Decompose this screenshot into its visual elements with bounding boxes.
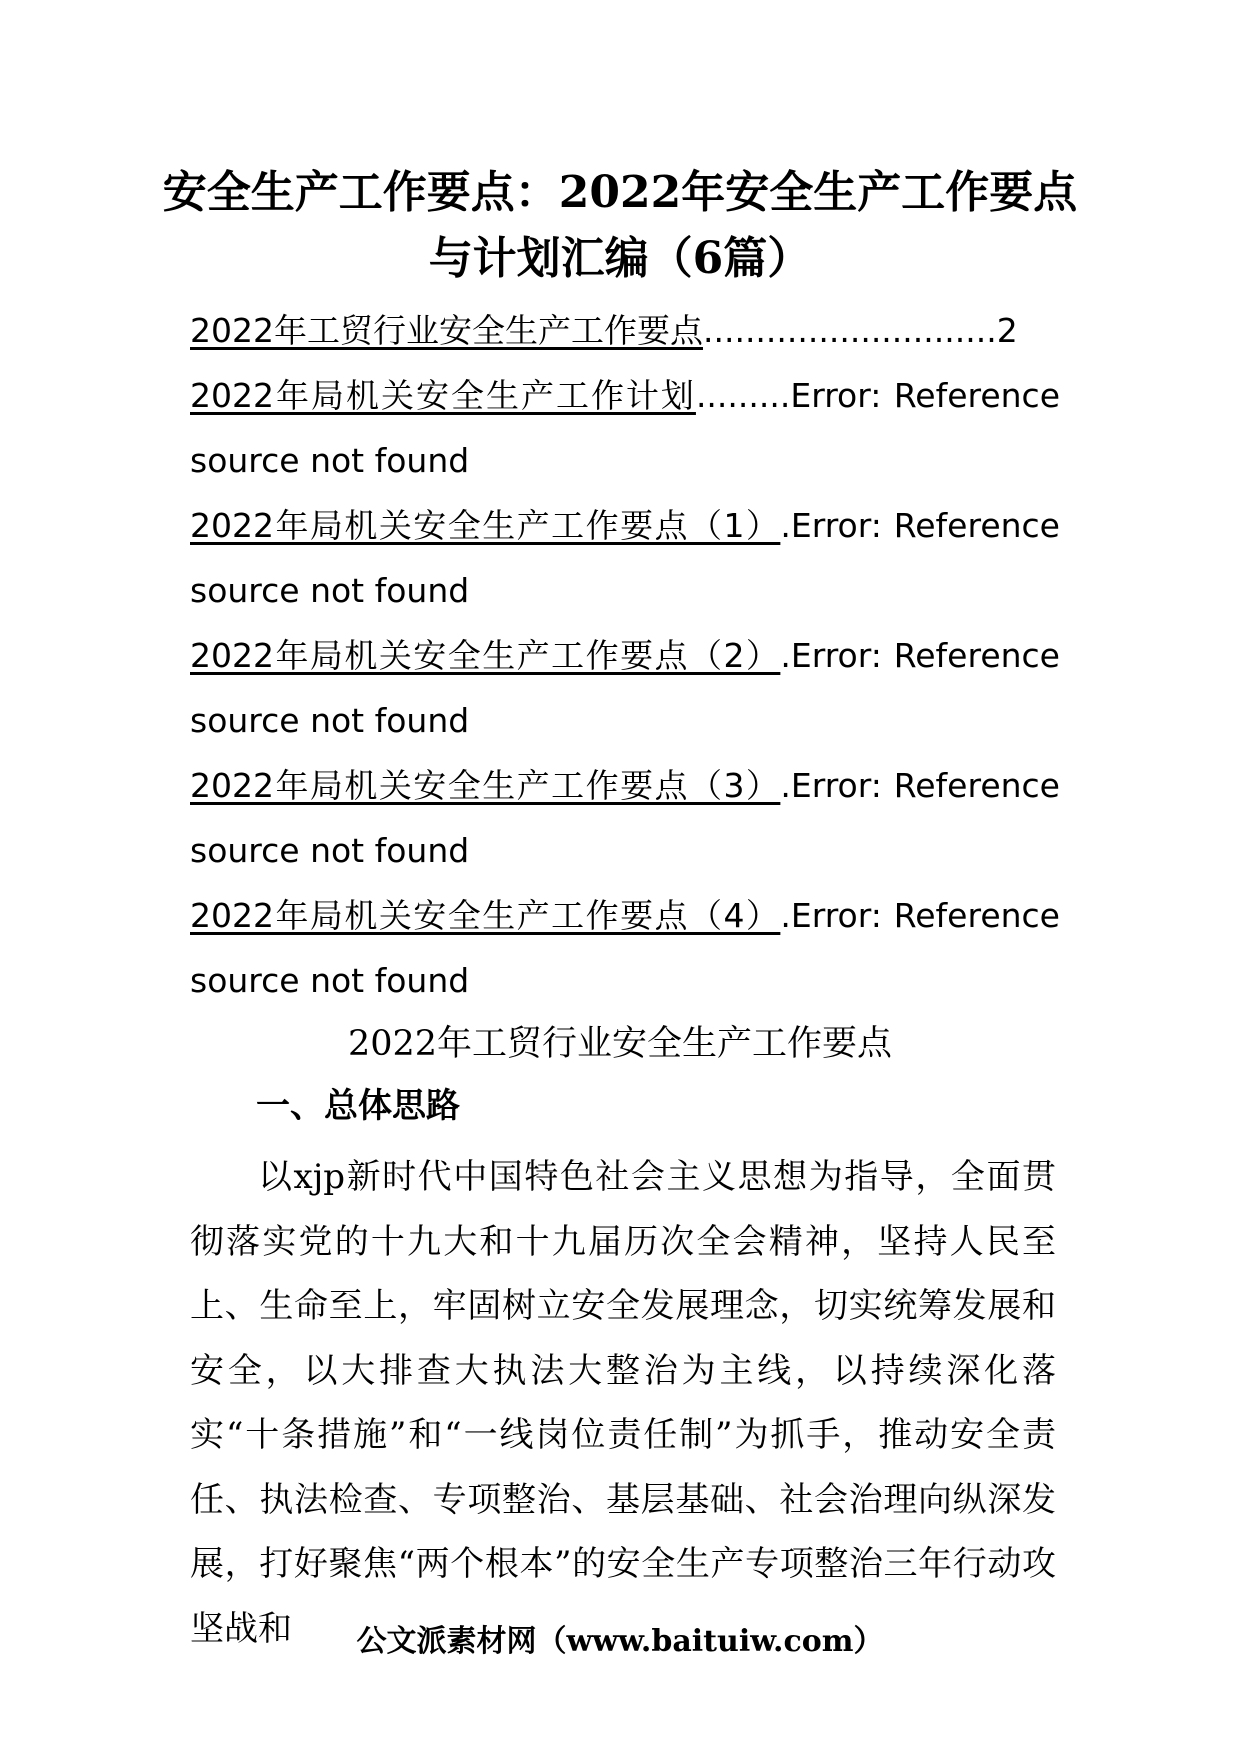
toc-leader-dots: ............................ [702,311,997,350]
toc-leader-dots: . [780,896,791,935]
toc-page-ref: 2 [996,311,1018,350]
toc-entry[interactable] [190,883,1071,1013]
table-of-contents [190,298,1071,1013]
toc-entry-label[interactable]: 2022年局机关安全生产工作要点（3） [190,766,781,805]
toc-entry-label[interactable]: 2022年局机关安全生产工作要点（4） [190,896,781,935]
document-title: 安全生产工作要点：2022年安全生产工作要点与计划汇编（6篇） [162,167,1078,284]
toc-page-ref: Error: Reference source not found [190,376,1071,480]
toc-entry-label[interactable]: 2022年局机关安全生产工作要点（2） [190,636,781,675]
toc-entry[interactable] [190,363,1071,493]
body-paragraph: 以xjp新时代中国特色社会主义思想为指导，全面贯彻落实党的十九大和十九届历次全会精神，坚持人民至上、生命至上，牢固树立安全发展理念，切实统筹发展和安全，以大排查大执法大整治为主线，以持续深化落实“十条措施”和“一线岗位责任制”为抓手，推动安全责任、执法检查、专项整治、基层基础、社会治理向纵深发展，打好聚焦“两个根本”的安全生产专项整治三年行动攻坚战和 [190,1157,1056,1649]
toc-page-ref: Error: Reference source not found [190,636,1071,740]
toc-entry[interactable] [190,753,1071,883]
toc-entry[interactable] [190,298,1060,363]
toc-page-ref: Error: Reference source not found [190,766,1071,870]
toc-entry-label[interactable]: 2022年局机关安全生产工作要点（1） [190,506,781,545]
toc-leader-dots: . [780,636,791,675]
toc-entry-label[interactable]: 2022年局机关安全生产工作计划 [190,376,696,415]
toc-leader-dots: ......... [695,376,791,415]
toc-entry-label[interactable]: 2022年工贸行业安全生产工作要点 [190,311,703,350]
toc-page-ref: Error: Reference source not found [190,896,1071,1000]
page-footer: 公文派素材网（www.baituiw.com） [356,1624,884,1659]
section-heading: 一、总体思路 [256,1086,460,1126]
toc-entry[interactable] [190,623,1071,753]
toc-page-ref: Error: Reference source not found [190,506,1071,610]
toc-leader-dots: . [780,766,791,805]
section-title: 2022年工贸行业安全生产工作要点 [347,1024,893,1064]
toc-leader-dots: . [780,506,791,545]
toc-entry[interactable] [190,493,1071,623]
